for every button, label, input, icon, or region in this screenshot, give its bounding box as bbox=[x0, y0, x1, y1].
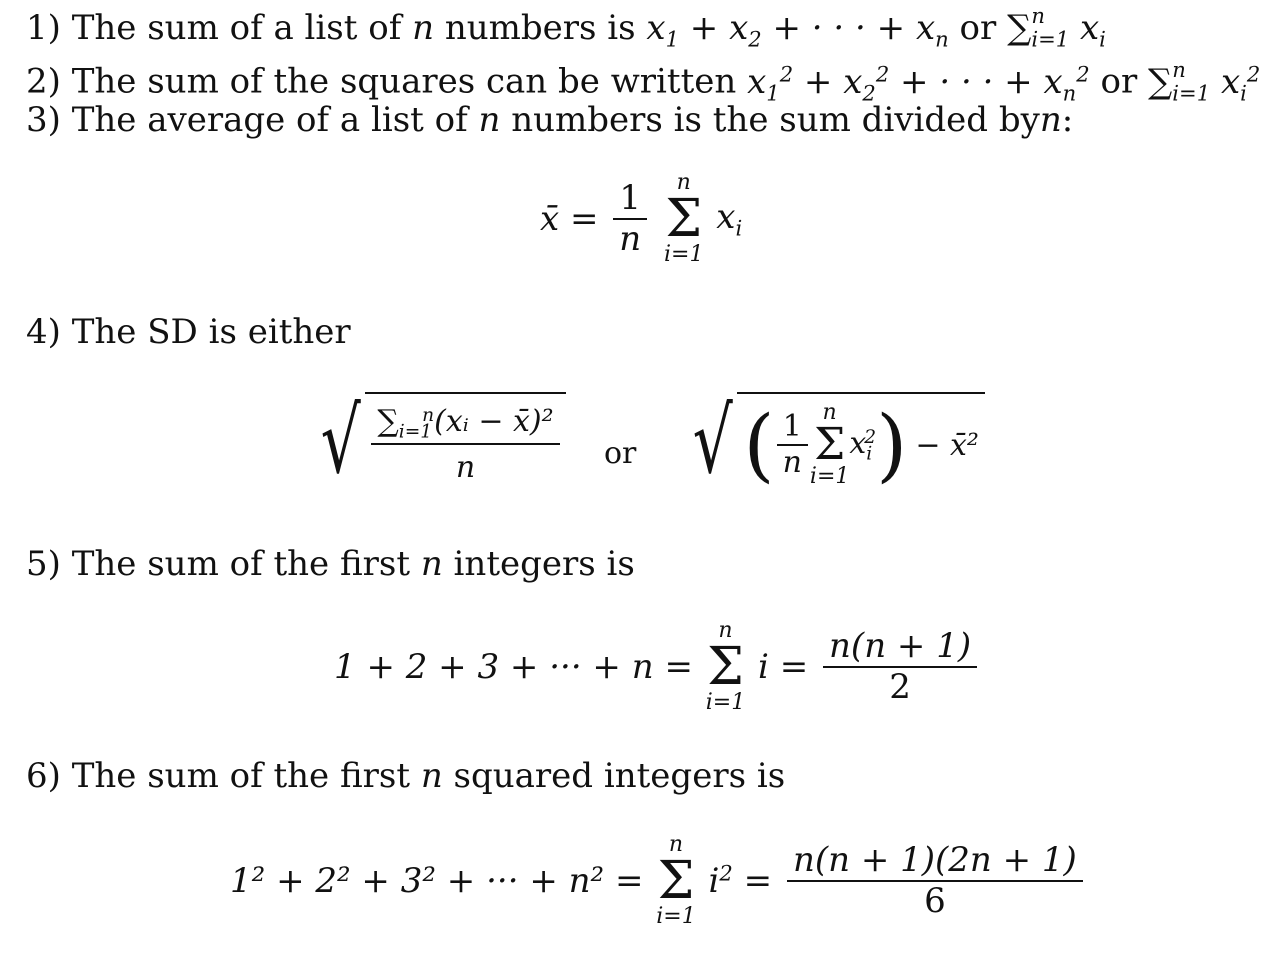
item-number: 3) bbox=[26, 100, 61, 140]
item-number: 1) bbox=[26, 8, 61, 48]
summation: n Σ i=1 bbox=[705, 618, 746, 715]
item-5 bbox=[26, 544, 635, 584]
item-text: squared integers is bbox=[453, 756, 786, 796]
mean-formula: x̄ = $\frac{1}{n}$ n Σ i=1 $x_i$ bbox=[540, 170, 743, 267]
summation: n Σ i=1 bbox=[656, 832, 696, 929]
var-n: n bbox=[420, 756, 443, 796]
fraction-1-over-n: $\frac{1}{n}$ bbox=[613, 179, 647, 259]
or-text: or bbox=[604, 436, 637, 471]
item-text: The sum of the squares can be written bbox=[71, 61, 737, 102]
item-text: integers is bbox=[453, 544, 635, 584]
var-n: n bbox=[412, 8, 434, 48]
sum-integers-formula: 1 + 2 + 3 + ··· + n = n Σ i=1 i = $\frac{n(n + 1)}{2}$ bbox=[334, 620, 981, 714]
item-text: The sum of the first bbox=[71, 544, 411, 584]
item-6 bbox=[26, 756, 785, 796]
fraction-sum-squares: $\frac{n(n + 1)(2n + 1)}{6}$ bbox=[787, 841, 1083, 921]
sigma-expression: ∑ n $_{i=1}$ $x_i$ bbox=[1007, 3, 1106, 52]
sd-formula-2: √ ( $\frac{1}{n}$ n Σ i=1 $x_i^2$ ) − x̄² bbox=[684, 392, 985, 492]
summation: n Σ i=1 bbox=[664, 170, 704, 267]
squares-expression: $x_1^2 + x_2^2$ + · · · + $x_n^2$ bbox=[747, 61, 1090, 105]
item-number: 5) bbox=[26, 544, 61, 584]
sum-squares-formula: 1² + 2² + 3² + ··· + n² = n Σ i=1 $i^2$ = $\frac{n(n + 1)(2n + 1)}{6}$ bbox=[230, 834, 1087, 928]
var-n: n bbox=[478, 100, 501, 140]
item-text: The sum of the first bbox=[71, 756, 411, 796]
item-text: numbers is bbox=[444, 8, 636, 48]
sigma-squares-expression: ∑ n $_{i=1}$ $x_i^2$ bbox=[1148, 56, 1261, 105]
item-text: The sum of a list of bbox=[71, 8, 402, 48]
or-text: or bbox=[1100, 61, 1138, 102]
item-number: 2) bbox=[26, 61, 61, 102]
sd-formula-1: √ $\frac{\sum_{i=1}^n(xᵢ - x̄)^2}{n}$ bbox=[312, 392, 566, 492]
item-4 bbox=[26, 312, 351, 352]
item-number: 6) bbox=[26, 756, 61, 796]
item-text: numbers is the sum divided by bbox=[511, 100, 1040, 140]
item-number: 4) bbox=[26, 312, 61, 352]
item-text: The average of a list of bbox=[71, 100, 468, 140]
item-3: 3) The average of a list of n numbers is the sum divided byn: bbox=[26, 100, 1074, 140]
item-1 bbox=[26, 3, 1106, 59]
item-text: The SD is either bbox=[71, 312, 351, 352]
var-n: n bbox=[420, 544, 443, 584]
fraction-n-n-plus-1-over-2: $\frac{n(n + 1)}{2}$ bbox=[823, 627, 977, 707]
or-text: or bbox=[959, 8, 997, 48]
sum-expression: $x_1 + x_2$ + · · · + $x_n$ bbox=[646, 8, 949, 52]
